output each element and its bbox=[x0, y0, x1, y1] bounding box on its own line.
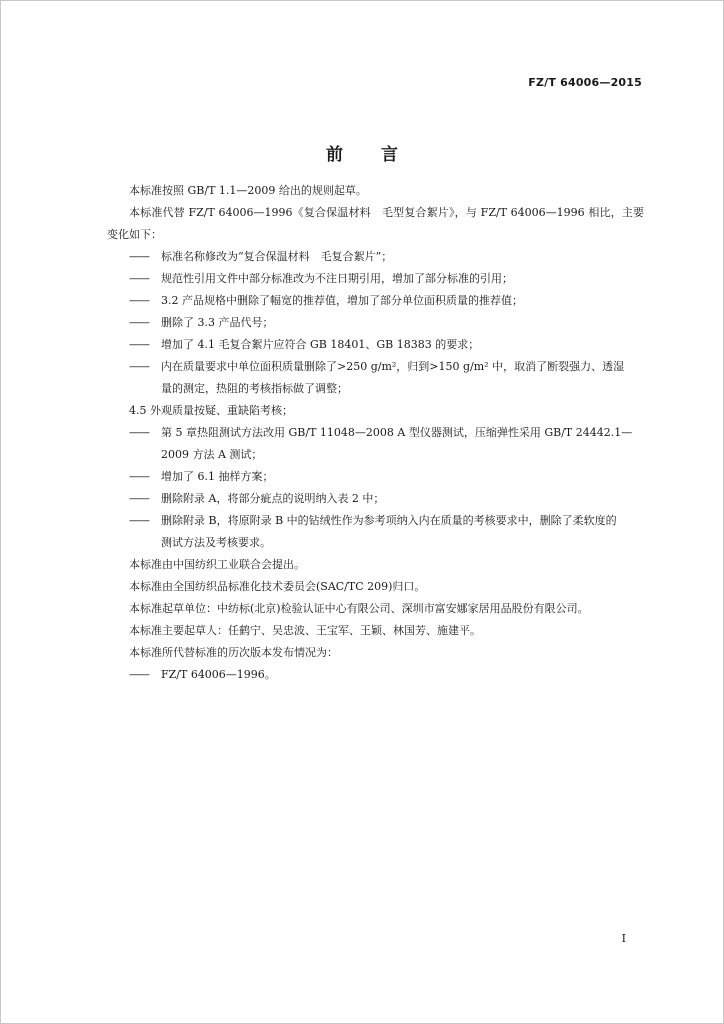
change-item bbox=[107, 268, 644, 290]
closing-paragraph-drafting-units: 本标准起草单位：中纺标(北京)检验认证中心有限公司、深圳市富安娜家居用品股份有限公司。 bbox=[129, 602, 589, 615]
change-item bbox=[107, 422, 644, 466]
change-item-text: 3.2 产品规格中删除了幅宽的推荐值，增加了部分单位面积质量的推荐值； bbox=[161, 294, 523, 307]
change-item bbox=[107, 312, 644, 334]
change-item-text: 删除附录 A，将部分疵点的说明纳入表 2 中； bbox=[161, 492, 385, 505]
change-item bbox=[107, 290, 644, 312]
change-item-continuation: 量的测定，热阻的考核指标做了调整； bbox=[161, 382, 348, 395]
change-item bbox=[107, 356, 644, 400]
closing-paragraph-history: 本标准所代替标准的历次版本发布情况为： bbox=[129, 646, 338, 659]
intro-paragraph-1: 本标准按照 GB/T 1.1—2009 给出的规则起草。 bbox=[129, 184, 367, 197]
intro-paragraph-2: 本标准代替 FZ/T 64006—1996《复合保温材料 毛型复合絮片》，与 FZ/T 64006—1996 相比，主要变化如下： bbox=[107, 206, 644, 241]
dash-mark: —— bbox=[129, 360, 149, 373]
change-item-continuation: 测试方法及考核要求。 bbox=[161, 536, 271, 549]
closing-paragraph-committee: 本标准由全国纺织品标准化技术委员会(SAC/TC 209)归口。 bbox=[129, 580, 426, 593]
dash-mark: —— bbox=[129, 316, 149, 329]
change-item bbox=[107, 510, 644, 554]
document-body bbox=[107, 180, 644, 686]
dash-mark: —— bbox=[129, 426, 149, 439]
change-item bbox=[107, 488, 644, 510]
change-item-text: 增加了 6.1 抽样方案； bbox=[161, 470, 274, 483]
change-item bbox=[107, 246, 644, 268]
change-item-text: 标准名称修改为“复合保温材料 毛复合絮片”； bbox=[161, 250, 393, 263]
change-item-text: 删除附录 B，将原附录 B 中的钻绒性作为参考项纳入内在质量的考核要求中，删除了柔软度的 bbox=[161, 514, 617, 527]
previous-version-item bbox=[107, 664, 644, 686]
change-item bbox=[107, 334, 644, 356]
page-number: I bbox=[621, 932, 626, 945]
dash-mark: —— bbox=[129, 294, 149, 307]
change-subitem: 4.5 外观质量按疑、重缺陷考核； bbox=[129, 404, 293, 417]
change-item-text: 内在质量要求中单位面积质量删除了>250 g/m²，归到>150 g/m² 中，取消了断裂强力、透湿 bbox=[161, 360, 625, 373]
change-item bbox=[107, 466, 644, 488]
dash-mark: —— bbox=[129, 470, 149, 483]
dash-mark: —— bbox=[129, 492, 149, 505]
change-item-text: 第 5 章热阻测试方法改用 GB/T 11048—2008 A 型仪器测试，压缩弹性采用 GB/T 24442.1— bbox=[161, 426, 633, 439]
dash-mark: —— bbox=[129, 514, 149, 527]
closing-paragraph-drafters: 本标准主要起草人：任鹤宁、吴忠波、王宝军、王颖、林国芳、施建平。 bbox=[129, 624, 481, 637]
change-item-continuation: 2009 方法 A 测试； bbox=[161, 448, 263, 461]
closing-paragraph-proposer: 本标准由中国纺织工业联合会提出。 bbox=[129, 558, 305, 571]
page-title: 前言 bbox=[326, 145, 436, 165]
previous-version-text: FZ/T 64006—1996。 bbox=[161, 668, 276, 681]
change-item-text: 删除了 3.3 产品代号； bbox=[161, 316, 274, 329]
change-item-text: 规范性引用文件中部分标准改为不注日期引用，增加了部分标准的引用； bbox=[161, 272, 513, 285]
change-item-text: 增加了 4.1 毛复合絮片应符合 GB 18401、GB 18383 的要求； bbox=[161, 338, 480, 351]
dash-mark: —— bbox=[129, 250, 149, 263]
dash-mark: —— bbox=[129, 338, 149, 351]
dash-mark: —— bbox=[129, 272, 149, 285]
dash-mark: —— bbox=[129, 668, 149, 681]
standard-number: FZ/T 64006—2015 bbox=[528, 76, 642, 89]
